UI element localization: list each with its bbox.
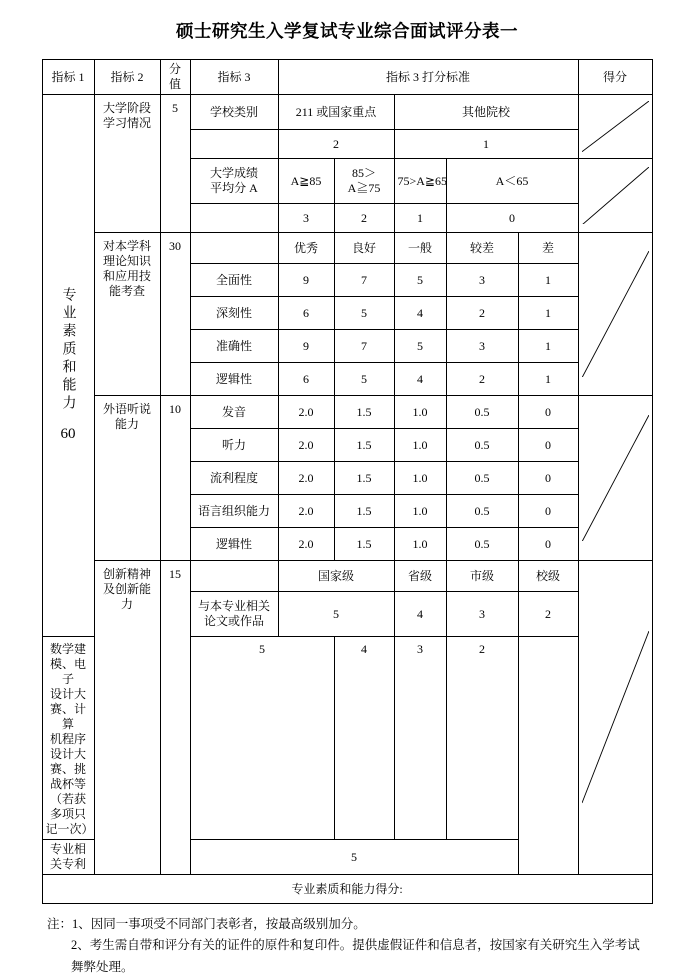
criteria-cell: 4 — [394, 297, 446, 330]
score-blank[interactable] — [578, 561, 652, 875]
indicator2-label: 大学阶段学习情况 — [94, 95, 160, 233]
criteria-cell: 0.5 — [446, 495, 518, 528]
note-line-1: 注：1、因同一事项受不同部门表彰者，按最高级别加分。 — [47, 917, 366, 931]
indicator3-label: 准确性 — [190, 330, 278, 363]
indicator3-label: 全面性 — [190, 264, 278, 297]
criteria-cell: 5 — [190, 637, 334, 840]
criteria-cell: 4 — [394, 592, 446, 637]
criteria-cell: 2 — [446, 363, 518, 396]
criteria-cell: 1 — [518, 363, 578, 396]
criteria-cell: 1.5 — [334, 396, 394, 429]
criteria-cell: 85＞A≧75 — [334, 159, 394, 204]
criteria-cell: 3 — [394, 637, 446, 840]
criteria-cell: 2.0 — [278, 495, 334, 528]
criteria-cell: 5 — [394, 264, 446, 297]
criteria-cell: 6 — [278, 297, 334, 330]
table-header-row — [42, 60, 652, 95]
indicator2-label: 创新精神及创新能力 — [94, 561, 160, 875]
indicator3-label: 逻辑性 — [190, 363, 278, 396]
header-indicator3: 指标 3 — [190, 60, 278, 95]
criteria-cell: 5 — [278, 592, 394, 637]
notes-block — [47, 914, 647, 978]
criteria-cell: 0 — [446, 204, 578, 233]
criteria-cell: 7 — [334, 330, 394, 363]
criteria-cell: 6 — [278, 363, 334, 396]
indicator3-label — [190, 233, 278, 264]
indicator3-label: 大学成绩 平均分 A — [190, 159, 278, 204]
criteria-cell: 1 — [394, 130, 578, 159]
criteria-cell: 0 — [518, 429, 578, 462]
criteria-cell: 0 — [518, 495, 578, 528]
criteria-cell: 1.5 — [334, 495, 394, 528]
criteria-cell: 4 — [394, 363, 446, 396]
page-title: 硕士研究生入学复试专业综合面试评分表一 — [176, 21, 518, 41]
criteria-cell: 3 — [446, 592, 518, 637]
rating-label: 差 — [518, 233, 578, 264]
header-value: 分 值 — [160, 60, 190, 95]
indicator3-label: 语言组织能力 — [190, 495, 278, 528]
criteria-cell: 1 — [518, 264, 578, 297]
section-value: 30 — [160, 233, 190, 396]
criteria-cell: A≧85 — [278, 159, 334, 204]
score-blank[interactable] — [578, 159, 652, 233]
table-row — [42, 233, 652, 264]
criteria-cell: 2 — [334, 204, 394, 233]
level-label: 校级 — [518, 561, 578, 592]
table-row — [42, 561, 652, 592]
rating-label: 良好 — [334, 233, 394, 264]
criteria-cell: 3 — [446, 330, 518, 363]
criteria-cell: 2 — [518, 592, 578, 637]
indicator3-label: 逻辑性 — [190, 528, 278, 561]
criteria-cell: 1.5 — [334, 528, 394, 561]
criteria-cell: 5 — [190, 840, 518, 875]
criteria-cell: 0.5 — [446, 429, 518, 462]
table-row — [42, 396, 652, 429]
criteria-cell: 2.0 — [278, 396, 334, 429]
total-score-label: 专业素质和能力得分: — [42, 875, 652, 904]
criteria-cell: 2.0 — [278, 462, 334, 495]
indicator3-label — [190, 561, 278, 592]
criteria-cell: 5 — [394, 330, 446, 363]
criteria-cell: 1.0 — [394, 495, 446, 528]
criteria-cell: 5 — [334, 297, 394, 330]
criteria-cell: 9 — [278, 330, 334, 363]
criteria-cell: 1 — [394, 204, 446, 233]
table-row — [42, 95, 652, 130]
header-score: 得分 — [578, 60, 652, 95]
criteria-cell: 7 — [334, 264, 394, 297]
criteria-cell: 1.5 — [334, 462, 394, 495]
score-blank[interactable] — [578, 396, 652, 561]
criteria-cell: 3 — [446, 264, 518, 297]
score-table — [42, 59, 653, 904]
indicator3-label: 流利程度 — [190, 462, 278, 495]
total-score-row — [42, 875, 652, 904]
indicator3-label: 听力 — [190, 429, 278, 462]
indicator3-label: 深刻性 — [190, 297, 278, 330]
header-indicator1: 指标 1 — [42, 60, 94, 95]
criteria-cell: 1.5 — [334, 429, 394, 462]
indicator1-cell — [42, 95, 94, 637]
score-blank[interactable] — [578, 233, 652, 396]
header-indicator2: 指标 2 — [94, 60, 160, 95]
rating-label: 一般 — [394, 233, 446, 264]
criteria-cell: 2.0 — [278, 429, 334, 462]
criteria-cell: A＜65 — [446, 159, 578, 204]
indicator3-label — [190, 130, 278, 159]
criteria-cell: 5 — [334, 363, 394, 396]
indicator2-label: 对本学科理论知识和应用技能考查 — [94, 233, 160, 396]
criteria-cell: 2.0 — [278, 528, 334, 561]
note-line-2: 2、考生需自带和评分有关的证件的原件和复印件。提供虚假证件和信息者，按国家有关研究生入学考试舞弊处理。 — [71, 938, 640, 974]
indicator2-label: 外语听说能力 — [94, 396, 160, 561]
indicator1-label: 专业素质和能力 — [60, 287, 76, 414]
indicator3-label: 发音 — [190, 396, 278, 429]
criteria-cell: 1 — [518, 297, 578, 330]
criteria-cell: 1.0 — [394, 528, 446, 561]
level-label: 国家级 — [278, 561, 394, 592]
criteria-cell: 1.0 — [394, 429, 446, 462]
indicator3-label: 数学建模、电子 设计大赛、计算 机程序设计大 赛、挑战杯等 （若获多项只 记一次） — [42, 637, 94, 840]
level-label: 市级 — [446, 561, 518, 592]
section-value: 15 — [160, 561, 190, 875]
criteria-cell: 2 — [446, 297, 518, 330]
level-label: 省级 — [394, 561, 446, 592]
rating-label: 优秀 — [278, 233, 334, 264]
criteria-cell: 2 — [446, 637, 518, 840]
criteria-cell: 4 — [334, 637, 394, 840]
criteria-cell: 0.5 — [446, 396, 518, 429]
criteria-cell: 0 — [518, 528, 578, 561]
indicator3-label: 学校类别 — [190, 95, 278, 130]
criteria-cell: 211 或国家重点 — [278, 95, 394, 130]
indicator3-label — [190, 204, 278, 233]
criteria-cell: 3 — [278, 204, 334, 233]
score-blank[interactable] — [578, 95, 652, 159]
indicator3-label: 专业相关专利 — [42, 840, 94, 875]
criteria-cell: 1.0 — [394, 396, 446, 429]
criteria-cell: 0 — [518, 462, 578, 495]
section-value: 10 — [160, 396, 190, 561]
indicator1-score: 60 — [60, 426, 76, 443]
criteria-cell: 1.0 — [394, 462, 446, 495]
criteria-cell: 其他院校 — [394, 95, 578, 130]
header-criteria: 指标 3 打分标准 — [278, 60, 578, 95]
criteria-cell: 0.5 — [446, 528, 518, 561]
criteria-cell: 2 — [278, 130, 394, 159]
rating-label: 较差 — [446, 233, 518, 264]
criteria-cell: 75>A≧65 — [394, 159, 446, 204]
criteria-cell: 0.5 — [446, 462, 518, 495]
criteria-cell: 1 — [518, 330, 578, 363]
criteria-cell: 0 — [518, 396, 578, 429]
criteria-cell: 9 — [278, 264, 334, 297]
indicator3-label: 与本专业相关 论文或作品 — [190, 592, 278, 637]
section-value: 5 — [160, 95, 190, 233]
